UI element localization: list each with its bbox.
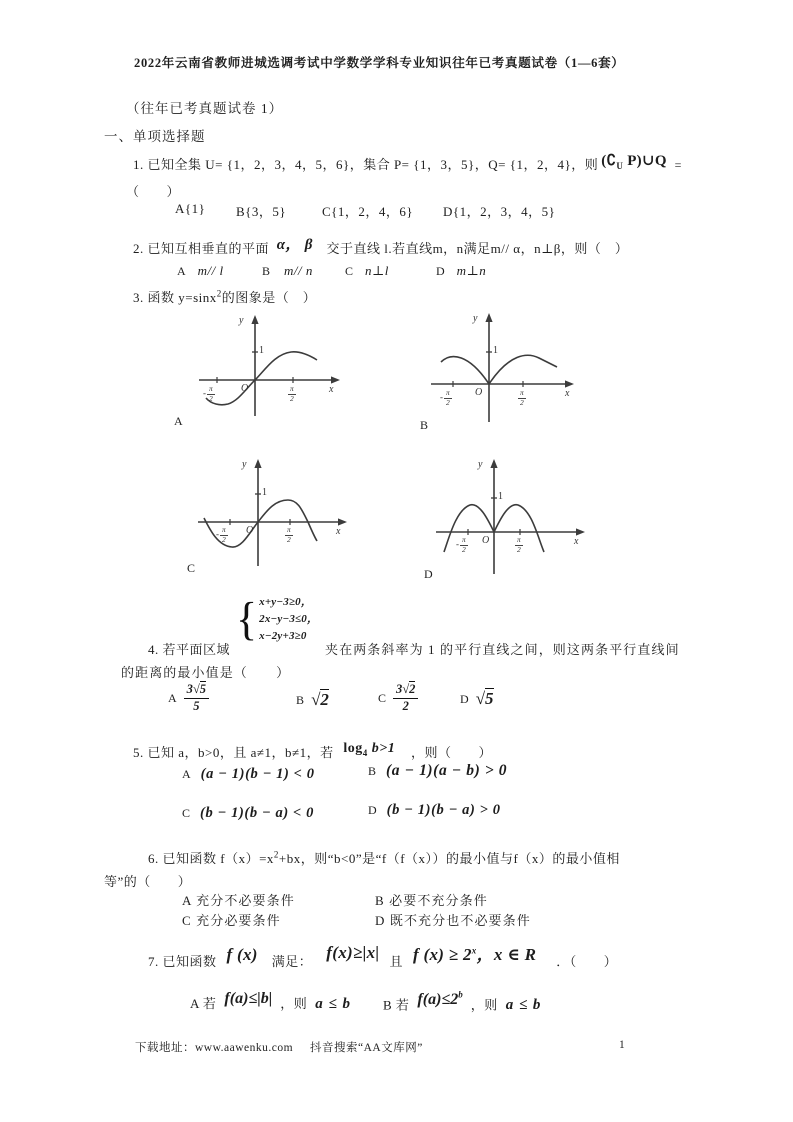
section-heading: 一、单项选择题: [104, 129, 206, 144]
graph-d-plot: [430, 458, 588, 576]
q7-cond1: f(x)≥|x|: [326, 943, 380, 962]
graph-c-x-axis-label: x: [336, 526, 341, 537]
q4-stem-label: 4. 若平面区域: [148, 642, 231, 657]
graph-a-one-label: 1: [259, 345, 264, 356]
q2-option-d-label: D: [436, 264, 445, 278]
page-title: 2022年云南省教师进城选调考试中学数学学科专业知识往年已考真题试卷（1—6套）: [134, 56, 625, 70]
q6-stem-line2: 等”的（ ）: [104, 874, 192, 889]
q4-stem-after: 夹在两条斜率为 1 的平行直线之间，则这两条平行直线间: [325, 642, 680, 657]
q3-stem: [133, 287, 316, 306]
two-denominator: 2: [517, 545, 521, 554]
q4-option-d-label: D: [460, 691, 469, 706]
pi-numerator: π: [209, 384, 213, 393]
q4-option-a-label: A: [168, 690, 177, 705]
q1-paren: （ ）: [126, 184, 181, 199]
q7-stem: [148, 940, 617, 971]
system-line-1: x+y−3≥0，: [259, 596, 313, 608]
q3-stem-pre: 3. 函数 y=sinx: [133, 290, 217, 305]
graph-d: [430, 458, 588, 576]
graph-c-pi-over-2: [285, 526, 293, 544]
pi-numerator: π: [520, 388, 524, 397]
q7-cond2: [413, 945, 536, 964]
q7-option-b-formula-pre: f(a)≤2: [417, 991, 459, 1009]
radical-pre: 3√: [396, 682, 410, 696]
q5-option-b: [368, 762, 507, 780]
q5-option-d-label: D: [368, 803, 377, 817]
two-denominator: 2: [209, 394, 213, 403]
q7-option-b-formula: [417, 991, 462, 1008]
q1-equals: =: [674, 158, 682, 172]
q7-option-a: [190, 990, 351, 1013]
q7-stem-pre: 7. 已知函数: [148, 954, 217, 969]
q2-option-b-label: B: [262, 264, 271, 278]
q1-formula-post: P)∪Q: [623, 153, 667, 169]
q4-option-b-radical: [311, 690, 329, 710]
system-lines: [259, 594, 318, 645]
graph-d-origin-label: O: [482, 535, 490, 546]
q7-option-a-conclusion: a ≤ b: [315, 996, 351, 1012]
q5-option-c-label: C: [182, 806, 191, 820]
graph-a-neg-pi-over-2: [203, 385, 215, 403]
radical-arg: 5: [485, 689, 494, 708]
minus-sign: -: [216, 529, 219, 540]
system-brace: {: [236, 593, 258, 645]
q1-option-a: A{1}: [175, 201, 206, 216]
q6-line1-pre: 6. 已知函数 f（x）=x: [148, 851, 274, 866]
q5-stem: [133, 742, 492, 763]
graph-b-neg-pi-over-2: [440, 389, 452, 407]
q7-option-a-then: ，则: [280, 996, 308, 1011]
graph-c-y-axis-label: y: [242, 459, 247, 470]
q4-option-b-label: B: [296, 692, 305, 707]
graph-c-origin-label: O: [246, 525, 254, 536]
q7-option-a-formula: f(a)≤|b|: [224, 990, 273, 1007]
radical-arg: 2: [320, 690, 329, 709]
graph-d-neg-pi-over-2: [456, 536, 468, 554]
graph-b: [425, 312, 577, 424]
q5-option-a-formula: (a − 1)(b − 1) < 0: [200, 766, 315, 782]
q7-option-a-label: A 若: [190, 996, 217, 1011]
radical-arg: 2: [409, 682, 416, 696]
q2-stem-pre: 2. 已知互相垂直的平面: [133, 241, 270, 256]
q4-option-d: [460, 689, 494, 709]
q4-option-d-radical: [476, 689, 494, 709]
q2-option-c: [345, 262, 389, 280]
two-denominator: 2: [446, 398, 450, 407]
q2-option-c-value: n⊥l: [365, 263, 389, 278]
graph-c: [192, 458, 350, 568]
q7-satisfy: 满足：: [271, 954, 313, 969]
graph-a-x-axis-label: x: [329, 384, 334, 395]
graph-a: [193, 314, 343, 420]
q2-option-a: [177, 262, 224, 280]
two-denominator: 2: [222, 535, 226, 544]
graph-b-origin-label: O: [475, 387, 483, 398]
q1-option-d: D{1，2，3，4，5}: [443, 204, 556, 219]
graph-c-neg-pi-over-2: [216, 526, 228, 544]
footer-douyin-text: 抖音搜索“AA文库网”: [310, 1042, 423, 1054]
fraction-den: 2: [402, 699, 409, 713]
q1-formula-sub: U: [616, 161, 624, 171]
q5-option-c-formula: (b − 1)(b − a) < 0: [200, 805, 314, 821]
q7-cond2-pre: f (x) ≥ 2: [412, 945, 472, 964]
q2-option-b-value: m// n: [284, 263, 313, 278]
q5-log-formula: [343, 741, 395, 756]
q5-option-b-formula: (a − 1)(a − b) > 0: [386, 762, 508, 779]
q5-stem-pre: 5. 已知 a，b>0，且 a≠1，b≠1，若: [133, 745, 334, 760]
q5-option-c: [182, 805, 314, 822]
log-sub: 4: [362, 747, 368, 758]
q2-option-d-value: m⊥n: [456, 263, 487, 278]
q1-formula: [601, 153, 667, 169]
two-denominator: 2: [290, 394, 294, 403]
minus-sign: -: [456, 539, 459, 550]
log-pre: log: [343, 741, 363, 756]
q2-option-a-label: A: [177, 264, 186, 278]
graph-a-y-axis-label: y: [239, 315, 244, 326]
q2-option-b: [262, 262, 313, 280]
radical-arg: 5: [199, 682, 207, 696]
system-line-3: x−2y+3≥0: [259, 630, 307, 643]
q6-option-b: B 必要不充分条件: [375, 893, 488, 908]
q4-inequality-system: [236, 594, 318, 645]
q4-option-c: [378, 682, 418, 714]
q7-option-b-label: B 若: [383, 997, 410, 1013]
graph-d-letter: D: [424, 567, 433, 581]
q6-option-c: C 充分必要条件: [182, 913, 281, 928]
q6-sup: 2: [273, 849, 279, 860]
graph-c-plot: [192, 458, 350, 568]
graph-d-one-label: 1: [498, 491, 503, 502]
graph-a-pi-over-2: [288, 385, 296, 403]
q4-stem-line2: 的距离的最小值是（ ）: [121, 665, 291, 680]
pi-numerator: π: [290, 384, 294, 393]
radical-pre: √: [475, 689, 486, 708]
footer-download-link[interactable]: 下载地址：www.aawenku.com: [135, 1042, 294, 1054]
q7-option-b-then: ，则: [470, 997, 498, 1013]
q2-stem: [133, 237, 628, 258]
two-denominator: 2: [462, 545, 466, 554]
q3-stem-post: 的图象是（ ）: [221, 290, 317, 305]
graph-b-one-label: 1: [493, 345, 498, 356]
q7-option-b: [383, 990, 541, 1014]
q5-option-a-label: A: [182, 767, 191, 781]
q6-stem-line1: [148, 848, 620, 867]
minus-sign: -: [440, 392, 443, 403]
q2-option-a-value: m// l: [197, 263, 224, 278]
two-denominator: 2: [287, 535, 291, 544]
graph-c-letter: C: [187, 561, 196, 575]
pi-numerator: π: [287, 525, 291, 534]
q5-option-d-formula: (b − 1)(b − a) > 0: [386, 802, 501, 818]
paper-subtitle: （往年已考真题试卷 1）: [126, 101, 284, 116]
fraction-den: 5: [193, 699, 200, 713]
q1-option-c: C{1，2，4，6}: [322, 204, 414, 219]
pi-numerator: π: [222, 525, 226, 534]
q4-option-a: [168, 682, 209, 714]
system-line-2: 2x−y−3≤0，: [259, 613, 319, 626]
q2-stem-post: 交于直线 l.若直线m，n满足m// α，n⊥β，则（ ）: [326, 241, 629, 256]
graph-d-pi-over-2: [515, 536, 523, 554]
pi-numerator: π: [517, 535, 521, 544]
q5-stem-post: ，则（ ）: [411, 745, 493, 760]
q7-option-b-conclusion: a ≤ b: [505, 997, 542, 1014]
q2-option-c-label: C: [345, 264, 354, 278]
q1-stem-text: 1. 已知全集 U= {1，2，3，4，5，6}，集合 P= {1，3，5}，Q= {1，2，4}，则: [133, 157, 599, 172]
q7-option-b-formula-sup: b: [458, 990, 463, 1000]
graph-d-x-axis-label: x: [574, 536, 579, 547]
pi-numerator: π: [462, 535, 466, 544]
minus-sign: -: [203, 388, 206, 399]
q4-option-a-fraction: [184, 682, 209, 714]
graph-b-x-axis-label: x: [565, 388, 570, 399]
graph-b-plot: [425, 312, 577, 424]
graph-a-origin-label: O: [241, 383, 249, 394]
pi-numerator: π: [446, 388, 450, 397]
q4-option-c-label: C: [378, 690, 387, 705]
q1-formula-pre: (∁: [601, 153, 617, 169]
graph-b-pi-over-2: [518, 389, 526, 407]
q7-cond2-sup: x: [471, 945, 477, 956]
q7-cond2-post: ，x ∈ R: [476, 945, 537, 964]
two-denominator: 2: [520, 398, 524, 407]
graph-a-plot: [193, 314, 343, 420]
q7-and: 且: [389, 954, 403, 969]
graph-a-letter: A: [174, 414, 183, 428]
log-post: b>1: [367, 741, 396, 756]
graph-d-y-axis-label: y: [478, 459, 483, 470]
q5-option-d: [368, 802, 501, 819]
q6-option-d: D 既不充分也不必要条件: [375, 913, 531, 928]
graph-b-letter: B: [420, 418, 429, 432]
q4-option-c-fraction: [393, 682, 418, 714]
q6-option-a: A 充分不必要条件: [182, 893, 295, 908]
footer-page-number: 1: [619, 1039, 626, 1051]
q7-fx: f (x): [226, 945, 258, 964]
q5-option-b-label: B: [368, 763, 377, 778]
q1-stem: [133, 154, 682, 175]
q1-option-b: B{3，5}: [236, 204, 287, 219]
graph-c-one-label: 1: [262, 487, 267, 498]
radical-pre: 3√: [186, 682, 200, 696]
q5-option-a: [182, 766, 315, 783]
q6-line1-post: +bx，则“b<0”是“f（f（x））的最小值与f（x）的最小值相: [278, 851, 620, 866]
q7-stem-end: ．（ ）: [556, 954, 618, 969]
q4-option-b: [296, 690, 329, 710]
q2-alpha-beta: α， β: [276, 237, 313, 253]
q3-stem-sup: 2: [216, 288, 222, 299]
radical-pre: √: [311, 690, 321, 709]
graph-b-y-axis-label: y: [473, 313, 478, 324]
q2-option-d: [436, 262, 486, 280]
